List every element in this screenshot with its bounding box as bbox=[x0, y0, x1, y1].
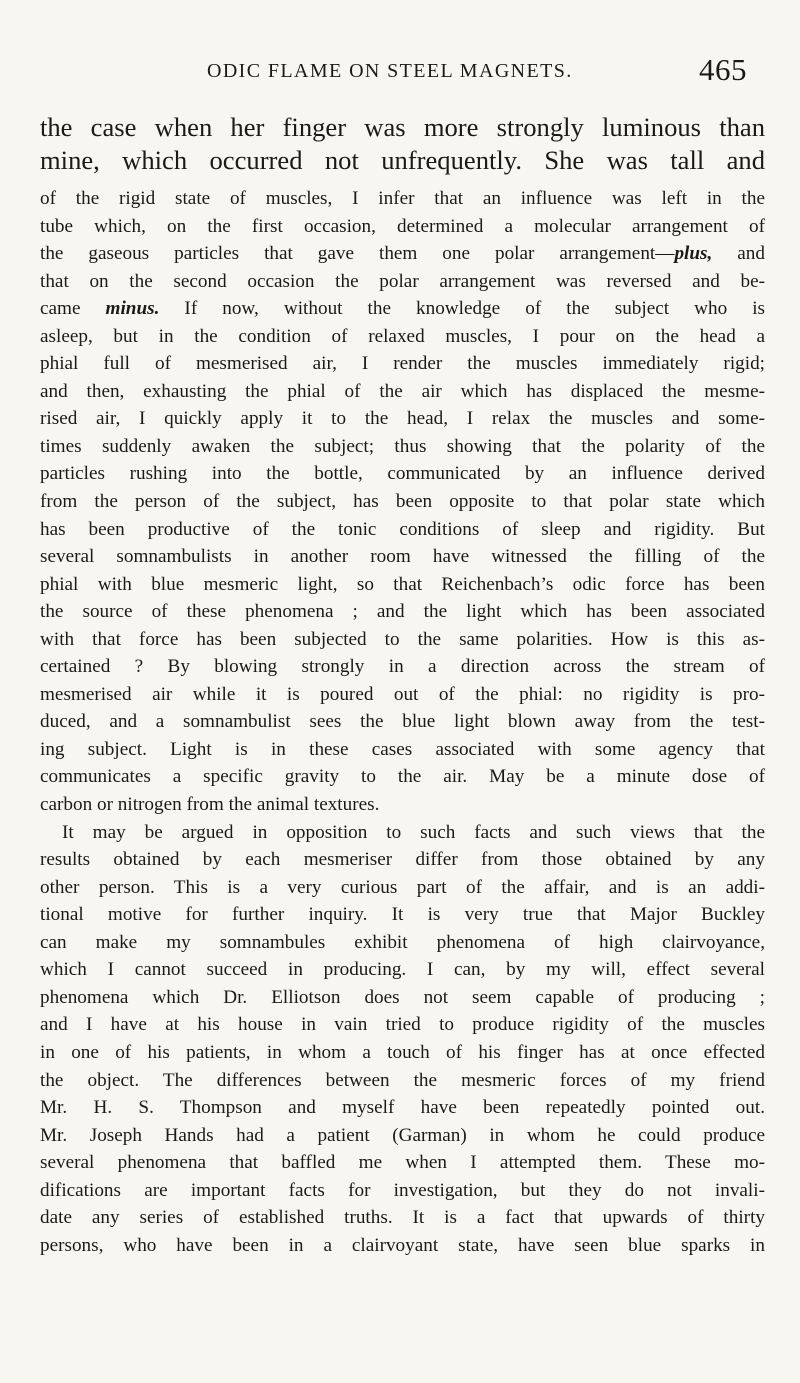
text-line: ing subject. Light is in these cases associated with some agency that bbox=[40, 738, 765, 760]
text-segment: If now, without the knowledge of the subject who is bbox=[159, 298, 765, 320]
text-line: communicates a specific gravity to the air. May be a minute dose of bbox=[40, 766, 765, 788]
text-line: of the rigid state of muscles, I infer that an influence was left in the bbox=[40, 188, 765, 209]
text-line: several somnambulists in another room have witnessed the filling of the bbox=[40, 546, 765, 568]
text-line: particles rushing into the bottle, communicated by an influence derived bbox=[40, 463, 765, 485]
text-segment: the gaseous particles that gave them one polar arrangement— bbox=[40, 243, 675, 265]
italic-term-plus: plus, bbox=[674, 243, 713, 265]
text-line: duced, and a somnambulist sees the blue light blown away from the test- bbox=[40, 711, 765, 733]
text-line bbox=[40, 240, 765, 268]
text-line: phenomena which Dr. Elliotson does not seem capable of producing ; bbox=[40, 986, 765, 1008]
text-line: persons, who have been in a clairvoyant state, have seen blue sparks in bbox=[40, 1234, 765, 1256]
text-line: the source of these phenomena ; and the light which has been associated bbox=[40, 601, 765, 623]
text-line: with that force has been subjected to the same polarities. How is this as- bbox=[40, 628, 765, 650]
text-line: tional motive for further inquiry. It is very true that Major Buckley bbox=[40, 904, 765, 926]
text-line: and then, exhausting the phial of the air which has displaced the mesme- bbox=[40, 380, 765, 402]
text-line: tube which, on the first occasion, determined a molecular arrangement of bbox=[40, 215, 765, 237]
text-line: asleep, but in the condition of relaxed muscles, I pour on the head a bbox=[40, 325, 765, 347]
text-line: carbon or nitrogen from the animal textures. bbox=[40, 794, 380, 816]
text-line: from the person of the subject, has been opposite to that polar state which bbox=[40, 491, 765, 513]
text-line: the case when her finger was more strongly luminous than bbox=[40, 112, 765, 142]
text-line: rised air, I quickly apply it to the head, I relax the muscles and some- bbox=[40, 408, 765, 430]
text-line bbox=[40, 295, 765, 323]
text-line: other person. This is a very curious part of the affair, and is an addi- bbox=[40, 876, 765, 898]
text-line: mesmerised air while it is poured out of the phial: no rigidity is pro- bbox=[40, 683, 765, 705]
text-line: and I have at his house in vain tried to produce rigidity of the muscles bbox=[40, 1014, 765, 1036]
body-paragraphs bbox=[40, 185, 765, 1259]
text-line: which I cannot succeed in producing. I can, by my will, effect several bbox=[40, 959, 765, 981]
lead-paragraph bbox=[40, 111, 765, 177]
running-head bbox=[207, 52, 747, 92]
running-title: ODIC FLAME ON STEEL MAGNETS. bbox=[207, 60, 573, 82]
text-line: the object. The differences between the mesmeric forces of my friend bbox=[40, 1069, 765, 1091]
text-line: difications are important facts for investigation, but they do not invali- bbox=[40, 1179, 765, 1201]
text-line: that on the second occasion the polar arrangement was reversed and be- bbox=[40, 270, 765, 292]
text-line: date any series of established truths. It is a fact that upwards of thirty bbox=[40, 1207, 765, 1229]
text-line: times suddenly awaken the subject; thus showing that the polarity of the bbox=[40, 435, 765, 457]
text-segment: and bbox=[712, 243, 765, 265]
text-segment: came bbox=[40, 298, 106, 320]
text-line: phial full of mesmerised air, I render the muscles immediately rigid; bbox=[40, 353, 765, 375]
page-number: 465 bbox=[699, 52, 747, 87]
text-line: Mr. H. S. Thompson and myself have been repeatedly pointed out. bbox=[40, 1097, 765, 1119]
text-line: phial with blue mesmeric light, so that Reichenbach’s odic force has been bbox=[40, 573, 765, 595]
text-line: has been productive of the tonic conditions of sleep and rigidity. But bbox=[40, 518, 765, 540]
text-line: mine, which occurred not unfrequently. She was tall and bbox=[40, 145, 765, 175]
text-line: results obtained by each mesmeriser differ from those obtained by any bbox=[40, 849, 765, 871]
text-line: can make my somnambules exhibit phenomena of high clairvoyance, bbox=[40, 931, 765, 953]
italic-term-minus: minus. bbox=[105, 298, 160, 320]
text-line: in one of his patients, in whom a touch of his finger has at once effected bbox=[40, 1041, 765, 1063]
text-line: several phenomena that baffled me when I attempted them. These mo- bbox=[40, 1152, 765, 1174]
text-line: certained ? By blowing strongly in a direction across the stream of bbox=[40, 656, 765, 678]
text-line: It may be argued in opposition to such facts and such views that the bbox=[62, 821, 765, 843]
text-line: Mr. Joseph Hands had a patient (Garman) in whom he could produce bbox=[40, 1124, 765, 1146]
